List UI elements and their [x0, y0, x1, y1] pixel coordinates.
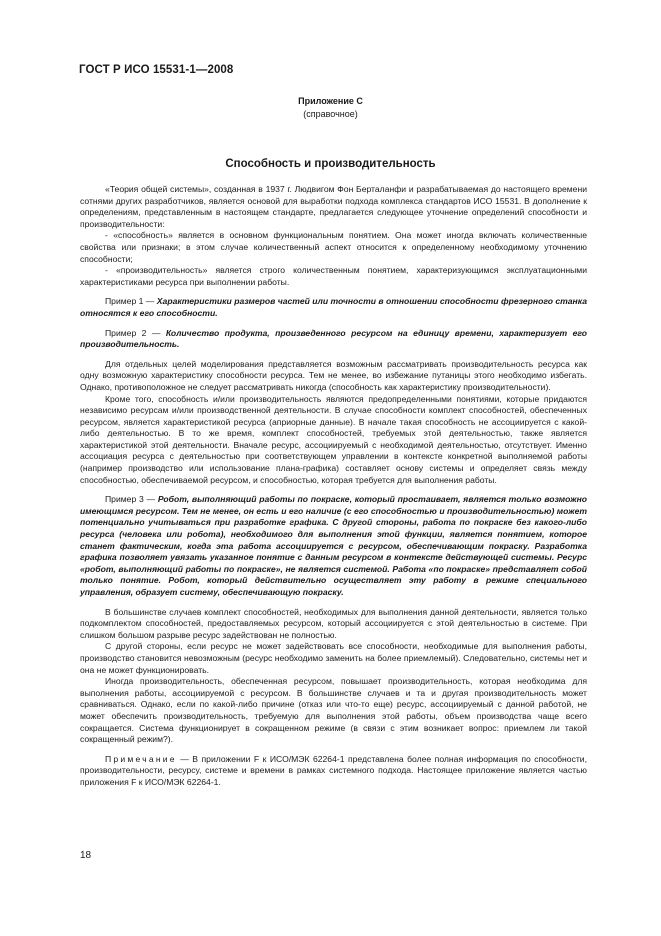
document-body	[80, 184, 587, 789]
page-number: 18	[80, 850, 92, 861]
example-text: Робот, выполняющий работы по покраске, который простаивает, является только возможно имеющимся ресурсом. Тем не менее, он есть и его наличие (с его способностью и производительностью) может потенциально учитываться при разработке графика. С другой стороны, работа по покраске без какого-либо ресурса (человека или робота), необходимого для выполнения этой функции, является понятием, которое станет фактическим, когда эта работа ассоциируется с ресурсом, обеспечивающим покраску. Разработка графика позволяет увязать указанное понятие с данным ресурсом в контексте действующей системы. Ресурс «робот, выполняющий работы по покраске», не является системой. Работа «по покраске» представляет собой только понятие. Робот, который действительно осуществляет эту работу в режиме специального управления, образует систему, обеспечивающую покраску.	[80, 494, 588, 597]
paragraph: Кроме того, способность и/или производительность являются предопределенными понятиями, которые придаются независимо ресурсам и/или производственной деятельности. В случае способности комплект способностей, обеспеченных ресурсом, является характеристикой ресурса (априорные данные). В начале такая способность не ассоциируется с какой-либо деятельностью. В то же время, комплект способностей, требуемых этой деятельностью, также является характеристикой этой деятельности. Вначале ресурс, ассоциируемый с необходимой деятельностью, отсутствует. Именно ассоциация ресурса с деятельностью при соответствующем управлении в контексте конкретной выполняемой работы (например производство или использование плана-графика) составляет основу системы и определяет связь между способностью, обеспечиваемой ресурсом, и способностью, которая требуется для выполнения работы.	[80, 393, 587, 485]
bullet-item: - «способность» является в основном функциональным понятием. Она может иногда включать количественные свойства или признаки; в этом случае количественный аспект относится к определенному необходимому уточнению способности;	[80, 230, 587, 264]
example-label: Пример 1 —	[105, 296, 155, 307]
example-3	[80, 494, 587, 598]
paragraph: С другой стороны, если ресурс не может задействовать все способности, необходимые для выполнения работы, производство становится невозможным (ресурс необходимо заменить на более приемлемый). Следовательно, системы нет и она не может функционировать.	[80, 641, 587, 675]
example-text: Количество продукта, произведенного ресурсом на единицу времени, характеризует его производительность.	[80, 327, 587, 350]
section-title: Способность и производительность	[225, 158, 436, 170]
annex-type: (справочное)	[303, 109, 358, 119]
bullet-item: - «производительность» является строго количественным понятием, характеризующимся эксплуатационными характеристиками ресурса при выполнении работы.	[80, 265, 587, 287]
example-label: Пример 2 —	[105, 327, 161, 338]
paragraph: В большинстве случаев комплект способностей, необходимых для выполнения данной деятельности, является только подкомплектом способностей, предоставляемых ресурсом, который ассоциируется с этой деятельностью в системе. При слишком большом разрыве ресурс задействован не полностью.	[80, 606, 587, 640]
paragraph: Для отдельных целей моделирования представляется возможным рассматривать производительность ресурса как одну возможную характеристику способности ресурса. Тем не менее, во избежание путаницы этого необходимо избегать. Однако, противоположное не следует рассматривать никогда (способность как характеристику производительности).	[80, 358, 587, 392]
document-header: ГОСТ Р ИСО 15531-1—2008	[79, 64, 234, 76]
annex-label: Приложение С	[298, 96, 363, 106]
annex-heading	[0, 95, 661, 121]
example-label: Пример 3 —	[105, 494, 156, 505]
paragraph: «Теория общей системы», созданная в 1937 г. Людвигом Фон Берталанфи и разрабатываемая до настоящего времени сотнями других разработчиков, является основой для выработки подхода комплекса стандартов ИСО 15531. В дополнение к определениям, представленным в настоящем стандарте, предлагается следующее уточнение определений способности и производительности:	[80, 184, 587, 229]
example-2	[80, 328, 587, 351]
example-text: Характеристики размеров частей или точности в отношении способности фрезерного станка относятся к его способности.	[80, 296, 587, 318]
note	[80, 754, 587, 789]
example-1	[80, 296, 587, 319]
note-label: Примечание	[105, 753, 177, 764]
paragraph: Иногда производительность, обеспеченная ресурсом, повышает производительность, которая необходима для выполнения работы, ассоциируемой с ресурсом. В большинстве случаев и та и другая производительность может сравниваться. Однако, если по какой-либо причине (отказ или что-то еще) ресурс, ассоциируемый с данной работой, не может обеспечить производительность, требуемую для выполнения этой работы, объем производства чаще всего сокращается. Система функционирует в сокращенном режиме (в связи с этим возникает вопрос: приемлем ли такой сокращенный режим?).	[80, 676, 587, 745]
note-text: — В приложении F к ИСО/МЭК 62264-1 представлена более полная информация по способности, производительности, ресурсу, системе и времени в рамках системного подхода. Настоящее приложение является частью приложения F к ИСО/МЭК 62264-1.	[80, 753, 587, 787]
